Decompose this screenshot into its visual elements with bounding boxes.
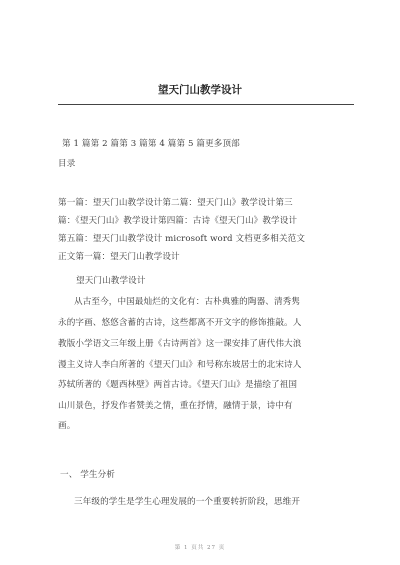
page-footer: 第 1 页共 27 页 xyxy=(174,545,226,551)
toc-label: 目录 xyxy=(58,159,76,169)
body-line: 画。 xyxy=(58,421,76,431)
body-line: 教版小学语文三年级上册《古诗两首》这一课安排了唐代伟大浪 xyxy=(58,339,302,349)
section-body-line: 三年级的学生是学生心理发展的一个重要转折阶段，思维开 xyxy=(74,497,301,507)
title-divider xyxy=(58,104,354,105)
body-line: 永的字画、悠悠含蓄的古诗，这些都离不开文字的修饰推敲。人 xyxy=(58,318,302,328)
article-heading: 望天门山教学设计 xyxy=(76,276,146,286)
body-line: 从古至今，中国最灿烂的文化有：古朴典雅的陶器、清秀隽 xyxy=(74,297,301,307)
toc-line: 第五篇：望天门山教学设计 microsoft word 文档更多相关范文 xyxy=(58,234,306,244)
body-line: 漫主义诗人李白所著的《望天门山》和号称东坡居士的北宋诗人 xyxy=(58,360,302,370)
body-line: 苏轼所著的《题西林壁》两首古诗。《望天门山》是描绘了祖国 xyxy=(58,380,298,390)
body-line: 山川景色，抒发作者赞美之情，重在抒情，融情于景，诗中有 xyxy=(58,401,293,411)
chapter-navigation[interactable]: 第 1 篇第 2 篇第 3 篇第 4 篇第 5 篇更多顶部 xyxy=(62,139,240,149)
document-title: 望天门山教学设计 xyxy=(158,84,242,96)
toc-line: 篇：《望天门山》教学设计第四篇：古诗《望天门山》教学设计 xyxy=(58,216,298,226)
toc-line: 第一篇：望天门山教学设计第二篇：望天门山》教学设计第三 xyxy=(58,198,293,208)
toc-line: 正文第一篇：望天门山教学设计 xyxy=(58,252,180,262)
section-heading: 一、 学生分析 xyxy=(60,470,115,480)
